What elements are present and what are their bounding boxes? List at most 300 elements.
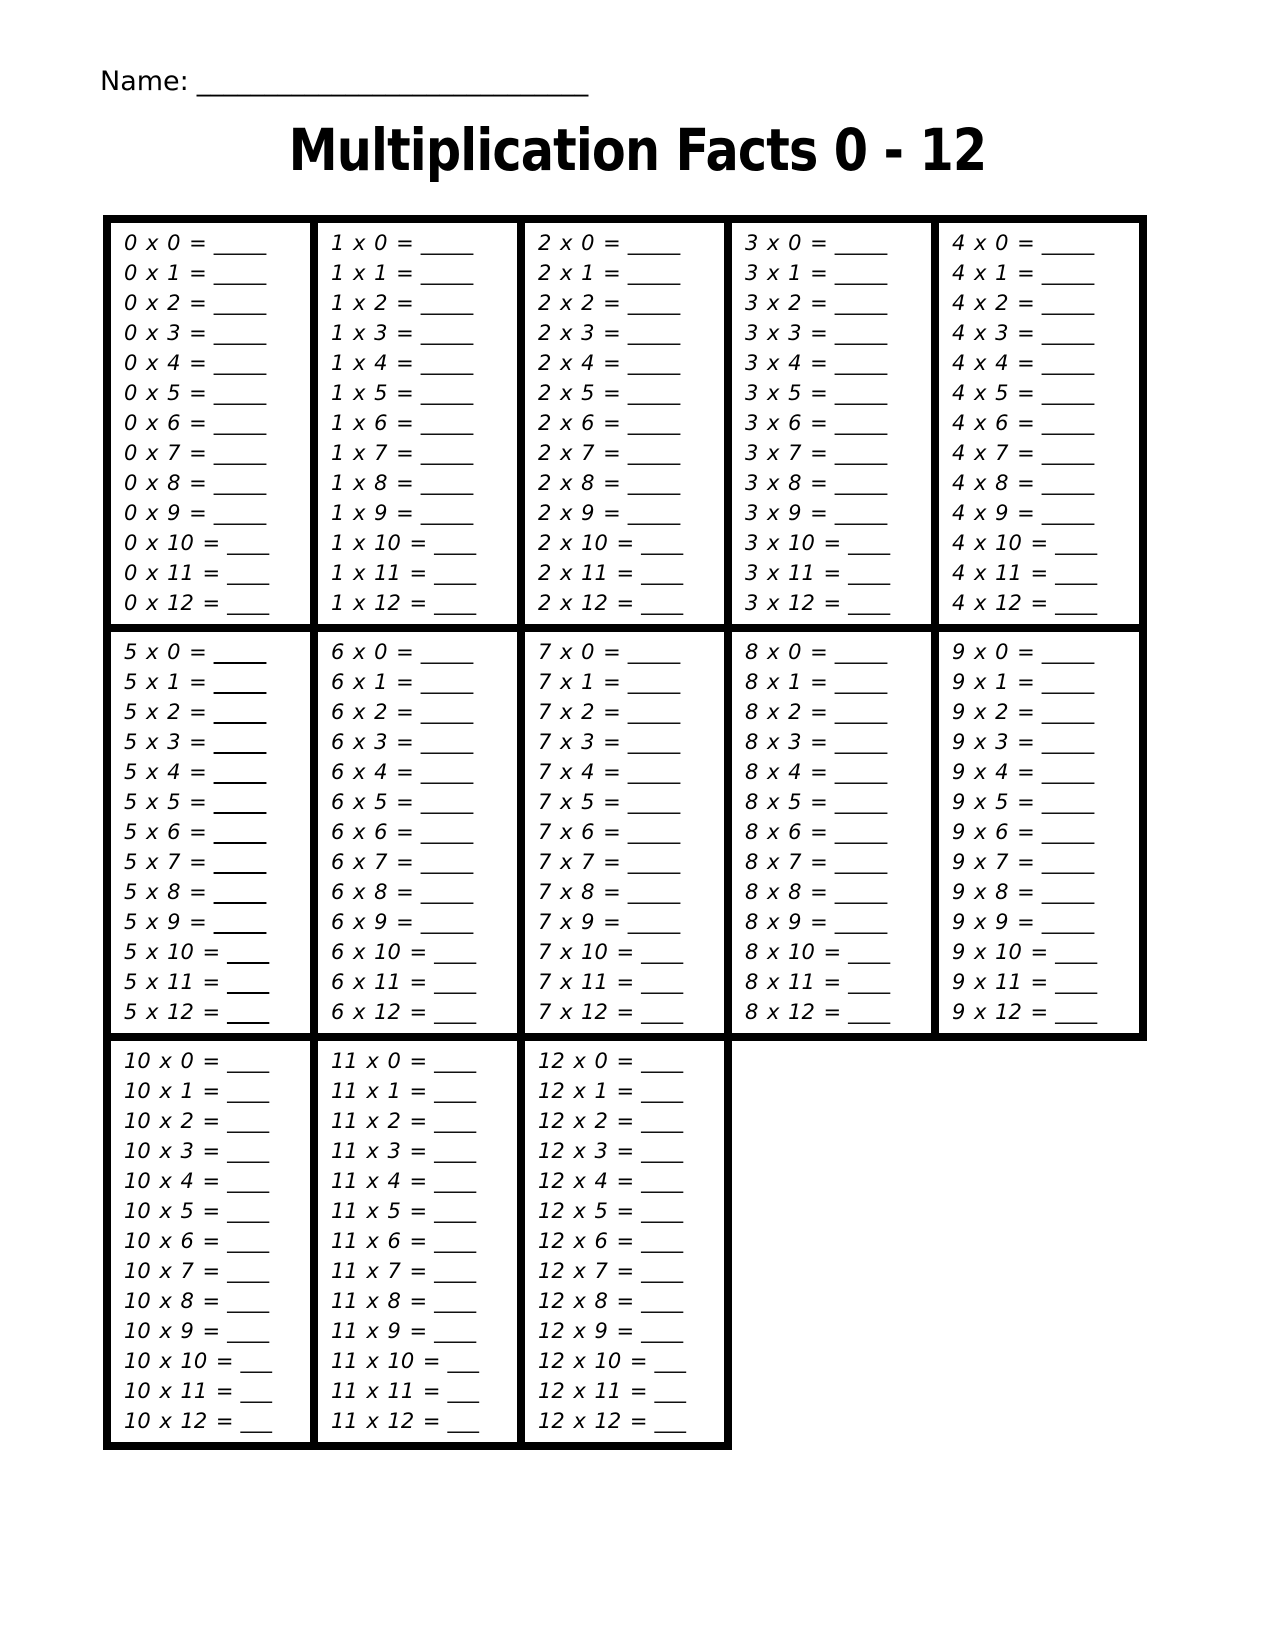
fact-question: 7 x 11 =: [538, 970, 635, 994]
fact-line: [538, 1196, 724, 1226]
fact-line: [331, 1196, 517, 1226]
fact-question: 12 x 6 =: [538, 1229, 635, 1253]
fact-answer-blank: ____: [848, 940, 891, 964]
fact-answer-blank: _____: [213, 411, 267, 435]
fact-line: [952, 787, 1139, 817]
fact-answer-blank: _____: [1041, 880, 1095, 904]
fact-answer-blank: ____: [227, 940, 270, 964]
fact-question: 4 x 5 =: [952, 381, 1035, 405]
fact-line: [124, 1316, 310, 1346]
fact-answer-blank: _____: [627, 351, 681, 375]
fact-question: 9 x 7 =: [952, 850, 1035, 874]
fact-question: 8 x 2 =: [745, 700, 828, 724]
fact-line: [124, 588, 310, 618]
fact-line: [745, 408, 931, 438]
fact-answer-blank: ____: [641, 1289, 684, 1313]
fact-box-6: [314, 628, 521, 1037]
fact-question: 4 x 7 =: [952, 441, 1035, 465]
fact-line: [538, 468, 724, 498]
fact-answer-blank: _____: [213, 291, 267, 315]
fact-line: [745, 258, 931, 288]
fact-line: [124, 258, 310, 288]
fact-question: 7 x 12 =: [538, 1000, 635, 1024]
fact-question: 6 x 5 =: [331, 790, 414, 814]
fact-answer-blank: ___: [654, 1349, 686, 1373]
fact-line: [538, 438, 724, 468]
fact-answer-blank: ____: [1055, 970, 1098, 994]
fact-line: [331, 1316, 517, 1346]
fact-line: [331, 1046, 517, 1076]
fact-answer-blank: _____: [1041, 261, 1095, 285]
fact-question: 11 x 9 =: [331, 1319, 428, 1343]
fact-answer-blank: _____: [213, 441, 267, 465]
fact-line: [124, 877, 310, 907]
fact-answer-blank: ____: [227, 531, 270, 555]
fact-question: 6 x 4 =: [331, 760, 414, 784]
fact-question: 12 x 4 =: [538, 1169, 635, 1193]
fact-answer-blank: _____: [420, 471, 474, 495]
fact-answer-blank: ____: [1055, 561, 1098, 585]
fact-line: [952, 757, 1139, 787]
fact-answer-blank: ____: [434, 940, 477, 964]
fact-line: [331, 558, 517, 588]
fact-box-5: [107, 628, 314, 1037]
fact-question: 3 x 12 =: [745, 591, 842, 615]
fact-question: 1 x 5 =: [331, 381, 414, 405]
fact-answer-blank: _____: [420, 381, 474, 405]
fact-answer-blank: _____: [834, 501, 888, 525]
fact-question: 3 x 5 =: [745, 381, 828, 405]
fact-answer-blank: _____: [834, 700, 888, 724]
fact-question: 7 x 8 =: [538, 880, 621, 904]
fact-question: 10 x 8 =: [124, 1289, 221, 1313]
fact-question: 8 x 4 =: [745, 760, 828, 784]
fact-question: 12 x 11 =: [538, 1379, 648, 1403]
fact-question: 8 x 0 =: [745, 640, 828, 664]
fact-question: 3 x 11 =: [745, 561, 842, 585]
fact-question: 8 x 11 =: [745, 970, 842, 994]
fact-line: [124, 1346, 310, 1376]
fact-line: [952, 588, 1139, 618]
facts-row: [107, 1037, 1143, 1446]
fact-box-1: [314, 219, 521, 628]
fact-line: [538, 1376, 724, 1406]
fact-answer-blank: _____: [420, 910, 474, 934]
fact-question: 10 x 7 =: [124, 1259, 221, 1283]
fact-answer-blank: ____: [227, 591, 270, 615]
fact-line: [952, 877, 1139, 907]
fact-answer-blank: ____: [848, 970, 891, 994]
fact-answer-blank: ___: [654, 1379, 686, 1403]
fact-question: 2 x 3 =: [538, 321, 621, 345]
fact-answer-blank: ____: [641, 970, 684, 994]
fact-answer-blank: _____: [1041, 441, 1095, 465]
fact-answer-blank: ____: [227, 1199, 270, 1223]
fact-answer-blank: ____: [641, 531, 684, 555]
fact-answer-blank: _____: [213, 640, 267, 664]
fact-question: 8 x 12 =: [745, 1000, 842, 1024]
fact-answer-blank: _____: [213, 910, 267, 934]
fact-question: 5 x 0 =: [124, 640, 207, 664]
fact-answer-blank: _____: [627, 850, 681, 874]
facts-row: [107, 628, 1143, 1037]
fact-question: 2 x 8 =: [538, 471, 621, 495]
fact-answer-blank: ____: [227, 1169, 270, 1193]
fact-line: [538, 528, 724, 558]
fact-line: [124, 318, 310, 348]
fact-line: [124, 787, 310, 817]
fact-question: 10 x 10 =: [124, 1349, 234, 1373]
fact-line: [331, 637, 517, 667]
fact-question: 3 x 4 =: [745, 351, 828, 375]
fact-answer-blank: _____: [420, 700, 474, 724]
fact-answer-blank: _____: [420, 820, 474, 844]
fact-question: 7 x 9 =: [538, 910, 621, 934]
fact-line: [331, 847, 517, 877]
fact-line: [538, 967, 724, 997]
fact-answer-blank: _____: [213, 471, 267, 495]
fact-question: 12 x 9 =: [538, 1319, 635, 1343]
fact-answer-blank: _____: [834, 261, 888, 285]
fact-line: [331, 877, 517, 907]
fact-line: [952, 997, 1139, 1027]
fact-question: 7 x 10 =: [538, 940, 635, 964]
fact-question: 7 x 0 =: [538, 640, 621, 664]
fact-question: 0 x 0 =: [124, 231, 207, 255]
fact-line: [952, 258, 1139, 288]
fact-line: [538, 697, 724, 727]
fact-question: 5 x 10 =: [124, 940, 221, 964]
fact-line: [124, 1106, 310, 1136]
fact-line: [538, 558, 724, 588]
fact-answer-blank: _____: [627, 231, 681, 255]
fact-question: 0 x 7 =: [124, 441, 207, 465]
fact-question: 3 x 8 =: [745, 471, 828, 495]
fact-line: [745, 697, 931, 727]
fact-question: 12 x 5 =: [538, 1199, 635, 1223]
fact-line: [331, 288, 517, 318]
fact-question: 12 x 7 =: [538, 1259, 635, 1283]
fact-question: 7 x 5 =: [538, 790, 621, 814]
fact-question: 9 x 2 =: [952, 700, 1035, 724]
fact-question: 1 x 6 =: [331, 411, 414, 435]
fact-answer-blank: _____: [834, 321, 888, 345]
fact-question: 6 x 12 =: [331, 1000, 428, 1024]
fact-line: [538, 997, 724, 1027]
fact-question: 6 x 9 =: [331, 910, 414, 934]
fact-line: [331, 438, 517, 468]
fact-line: [331, 817, 517, 847]
fact-line: [124, 288, 310, 318]
fact-question: 9 x 8 =: [952, 880, 1035, 904]
fact-answer-blank: _____: [834, 471, 888, 495]
fact-question: 8 x 8 =: [745, 880, 828, 904]
fact-line: [331, 1136, 517, 1166]
fact-line: [538, 1226, 724, 1256]
fact-line: [124, 468, 310, 498]
fact-line: [952, 667, 1139, 697]
fact-answer-blank: _____: [213, 760, 267, 784]
fact-answer-blank: _____: [420, 321, 474, 345]
facts-table: [103, 215, 1147, 1450]
fact-line: [538, 907, 724, 937]
fact-question: 8 x 7 =: [745, 850, 828, 874]
fact-line: [331, 1106, 517, 1136]
fact-line: [538, 1166, 724, 1196]
fact-line: [538, 588, 724, 618]
fact-line: [124, 1226, 310, 1256]
fact-answer-blank: _____: [1041, 291, 1095, 315]
fact-answer-blank: _____: [627, 910, 681, 934]
fact-answer-blank: ____: [227, 970, 270, 994]
fact-line: [538, 1316, 724, 1346]
fact-line: [331, 1346, 517, 1376]
fact-line: [952, 438, 1139, 468]
facts-tbody: [107, 219, 1143, 1446]
fact-answer-blank: ____: [434, 1229, 477, 1253]
fact-line: [952, 907, 1139, 937]
fact-question: 12 x 8 =: [538, 1289, 635, 1313]
fact-answer-blank: _____: [1041, 910, 1095, 934]
fact-answer-blank: ____: [434, 1109, 477, 1133]
fact-question: 0 x 10 =: [124, 531, 221, 555]
fact-line: [331, 937, 517, 967]
fact-answer-blank: _____: [627, 790, 681, 814]
fact-answer-blank: _____: [834, 820, 888, 844]
fact-answer-blank: ____: [434, 1169, 477, 1193]
fact-answer-blank: ____: [227, 1259, 270, 1283]
fact-line: [952, 348, 1139, 378]
fact-answer-blank: _____: [627, 670, 681, 694]
fact-answer-blank: ____: [227, 1319, 270, 1343]
fact-question: 12 x 12 =: [538, 1409, 648, 1433]
fact-answer-blank: ____: [848, 591, 891, 615]
fact-answer-blank: _____: [420, 880, 474, 904]
fact-question: 3 x 1 =: [745, 261, 828, 285]
fact-line: [538, 937, 724, 967]
fact-line: [331, 318, 517, 348]
fact-line: [538, 1286, 724, 1316]
fact-line: [538, 877, 724, 907]
fact-answer-blank: _____: [627, 760, 681, 784]
fact-line: [952, 408, 1139, 438]
fact-line: [331, 408, 517, 438]
fact-line: [124, 528, 310, 558]
fact-line: [745, 288, 931, 318]
fact-box-12: [521, 1037, 728, 1446]
fact-answer-blank: ____: [641, 561, 684, 585]
fact-answer-blank: ____: [641, 1199, 684, 1223]
fact-line: [538, 1136, 724, 1166]
fact-box-2: [521, 219, 728, 628]
fact-answer-blank: _____: [213, 670, 267, 694]
fact-line: [124, 348, 310, 378]
fact-answer-blank: ____: [641, 1049, 684, 1073]
fact-line: [538, 847, 724, 877]
fact-line: [745, 667, 931, 697]
fact-question: 11 x 4 =: [331, 1169, 428, 1193]
fact-question: 12 x 2 =: [538, 1109, 635, 1133]
fact-question: 10 x 6 =: [124, 1229, 221, 1253]
fact-answer-blank: ____: [641, 940, 684, 964]
fact-question: 5 x 5 =: [124, 790, 207, 814]
fact-line: [952, 817, 1139, 847]
fact-question: 9 x 3 =: [952, 730, 1035, 754]
fact-question: 0 x 6 =: [124, 411, 207, 435]
fact-line: [952, 228, 1139, 258]
fact-line: [331, 588, 517, 618]
fact-answer-blank: _____: [420, 760, 474, 784]
fact-answer-blank: _____: [1041, 760, 1095, 784]
fact-line: [538, 1076, 724, 1106]
facts-row: [107, 219, 1143, 628]
fact-answer-blank: ____: [434, 531, 477, 555]
fact-question: 1 x 0 =: [331, 231, 414, 255]
fact-question: 2 x 9 =: [538, 501, 621, 525]
fact-line: [331, 228, 517, 258]
fact-answer-blank: _____: [420, 670, 474, 694]
fact-question: 1 x 1 =: [331, 261, 414, 285]
fact-line: [124, 1076, 310, 1106]
fact-answer-blank: _____: [834, 730, 888, 754]
fact-question: 3 x 3 =: [745, 321, 828, 345]
fact-answer-blank: _____: [834, 231, 888, 255]
fact-answer-blank: ____: [848, 531, 891, 555]
fact-line: [952, 637, 1139, 667]
fact-line: [331, 757, 517, 787]
fact-line: [538, 727, 724, 757]
fact-question: 1 x 12 =: [331, 591, 428, 615]
fact-line: [745, 528, 931, 558]
fact-line: [124, 1256, 310, 1286]
fact-answer-blank: _____: [420, 790, 474, 814]
fact-question: 11 x 2 =: [331, 1109, 428, 1133]
fact-question: 10 x 3 =: [124, 1139, 221, 1163]
fact-answer-blank: ____: [434, 1049, 477, 1073]
fact-question: 7 x 4 =: [538, 760, 621, 784]
fact-line: [124, 757, 310, 787]
fact-answer-blank: _____: [834, 850, 888, 874]
fact-line: [331, 697, 517, 727]
fact-question: 0 x 1 =: [124, 261, 207, 285]
fact-question: 1 x 4 =: [331, 351, 414, 375]
fact-line: [331, 727, 517, 757]
fact-answer-blank: ___: [240, 1379, 272, 1403]
fact-question: 5 x 12 =: [124, 1000, 221, 1024]
fact-line: [331, 378, 517, 408]
fact-line: [745, 378, 931, 408]
fact-answer-blank: ____: [227, 1229, 270, 1253]
fact-question: 6 x 6 =: [331, 820, 414, 844]
fact-line: [952, 378, 1139, 408]
fact-line: [124, 498, 310, 528]
fact-line: [538, 318, 724, 348]
fact-line: [124, 997, 310, 1027]
fact-question: 6 x 3 =: [331, 730, 414, 754]
fact-line: [745, 588, 931, 618]
fact-line: [331, 468, 517, 498]
fact-line: [124, 438, 310, 468]
fact-question: 7 x 7 =: [538, 850, 621, 874]
fact-line: [124, 1136, 310, 1166]
fact-answer-blank: _____: [834, 381, 888, 405]
fact-question: 2 x 4 =: [538, 351, 621, 375]
fact-question: 8 x 10 =: [745, 940, 842, 964]
fact-question: 3 x 9 =: [745, 501, 828, 525]
fact-question: 11 x 7 =: [331, 1259, 428, 1283]
fact-question: 0 x 4 =: [124, 351, 207, 375]
fact-question: 8 x 3 =: [745, 730, 828, 754]
fact-question: 10 x 1 =: [124, 1079, 221, 1103]
fact-line: [124, 907, 310, 937]
fact-line: [124, 727, 310, 757]
fact-answer-blank: ___: [447, 1379, 479, 1403]
fact-question: 9 x 10 =: [952, 940, 1049, 964]
fact-question: 6 x 0 =: [331, 640, 414, 664]
fact-answer-blank: _____: [213, 880, 267, 904]
fact-question: 8 x 9 =: [745, 910, 828, 934]
fact-question: 4 x 11 =: [952, 561, 1049, 585]
fact-question: 5 x 8 =: [124, 880, 207, 904]
fact-answer-blank: _____: [420, 501, 474, 525]
fact-answer-blank: ___: [240, 1409, 272, 1433]
fact-answer-blank: _____: [420, 411, 474, 435]
fact-question: 4 x 2 =: [952, 291, 1035, 315]
fact-question: 4 x 6 =: [952, 411, 1035, 435]
fact-line: [331, 498, 517, 528]
fact-box-10: [107, 1037, 314, 1446]
fact-question: 1 x 8 =: [331, 471, 414, 495]
fact-question: 12 x 0 =: [538, 1049, 635, 1073]
fact-answer-blank: _____: [834, 441, 888, 465]
fact-question: 6 x 11 =: [331, 970, 428, 994]
fact-line: [745, 558, 931, 588]
fact-line: [745, 727, 931, 757]
fact-question: 4 x 3 =: [952, 321, 1035, 345]
fact-answer-blank: ____: [227, 561, 270, 585]
fact-line: [331, 667, 517, 697]
fact-line: [331, 1076, 517, 1106]
fact-question: 9 x 12 =: [952, 1000, 1049, 1024]
fact-line: [331, 787, 517, 817]
fact-question: 11 x 1 =: [331, 1079, 428, 1103]
fact-answer-blank: ____: [434, 1000, 477, 1024]
fact-line: [124, 408, 310, 438]
fact-line: [331, 258, 517, 288]
fact-answer-blank: _____: [627, 880, 681, 904]
fact-line: [538, 378, 724, 408]
fact-line: [124, 378, 310, 408]
fact-answer-blank: ____: [641, 1000, 684, 1024]
fact-answer-blank: _____: [420, 231, 474, 255]
fact-question: 4 x 10 =: [952, 531, 1049, 555]
fact-answer-blank: ___: [654, 1409, 686, 1433]
fact-answer-blank: _____: [627, 640, 681, 664]
fact-box-8: [728, 628, 935, 1037]
fact-line: [745, 997, 931, 1027]
fact-answer-blank: _____: [420, 441, 474, 465]
page-title-text: Multiplication Facts 0 - 12: [288, 116, 987, 184]
fact-line: [538, 408, 724, 438]
fact-question: 9 x 4 =: [952, 760, 1035, 784]
fact-answer-blank: ____: [227, 1289, 270, 1313]
fact-box-7: [521, 628, 728, 1037]
fact-answer-blank: ____: [434, 561, 477, 585]
fact-answer-blank: ____: [1055, 591, 1098, 615]
fact-question: 8 x 1 =: [745, 670, 828, 694]
fact-line: [124, 1166, 310, 1196]
fact-answer-blank: _____: [213, 261, 267, 285]
